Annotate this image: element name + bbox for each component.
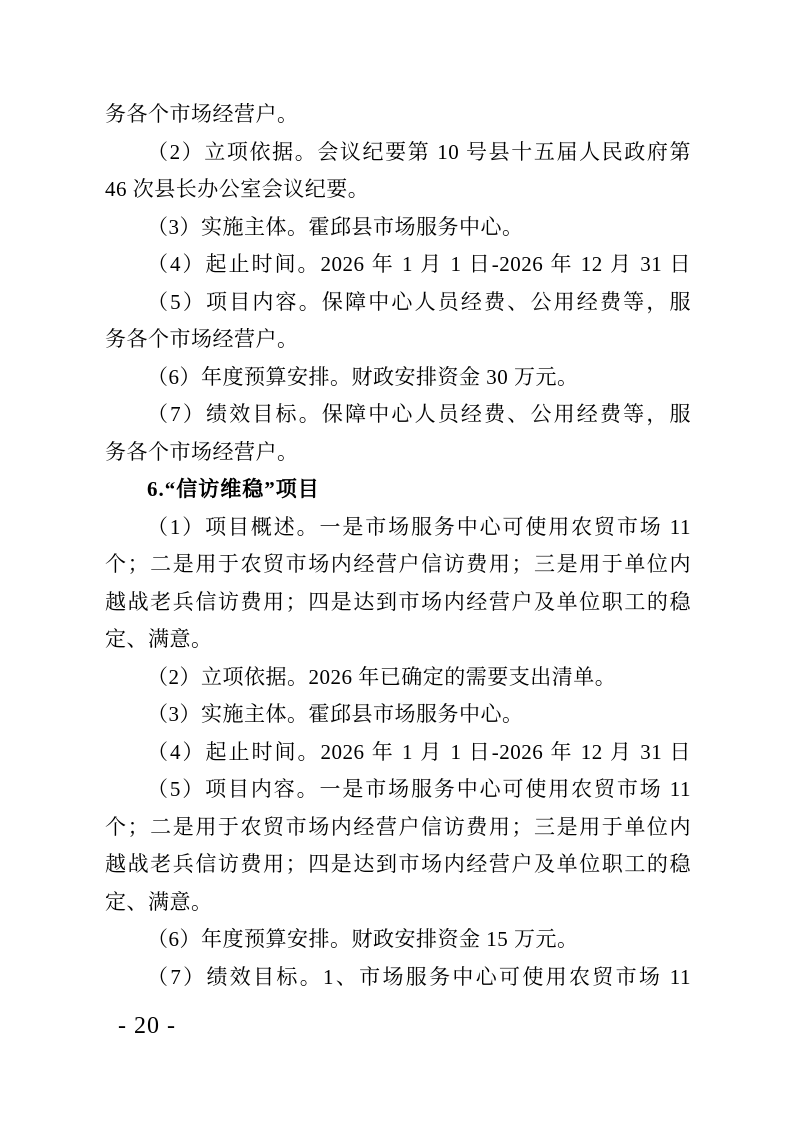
text-line: 务各个市场经营户。 [105,439,299,464]
text-line: 越战老兵信访费用；四是达到市场内经营户及单位职工的稳 [105,589,691,614]
text-line: （6）年度预算安排。财政安排资金 30 万元。 [147,364,579,389]
text-line: 务各个市场经营户。 [105,102,299,126]
text-line: （4）起止时间。2026 年 1 月 1 日-2026 年 12 月 31 日 [147,252,691,276]
text-line: 个；二是用于农贸市场内经营户信访费用；三是用于单位内 [105,814,691,839]
text-line: （2）立项依据。2026 年已确定的需要支出清单。 [147,664,617,689]
text-line: （3）实施主体。霍邱县市场服务中心。 [147,702,524,726]
text-line: （2）立项依据。会议纪要第 10 号县十五届人民政府第 [147,139,691,164]
text-line: （4）起止时间。2026 年 1 月 1 日-2026 年 12 月 31 日 [147,739,691,764]
text-line: （3）实施主体。霍邱县市场服务中心。 [147,214,524,239]
text-line: 务各个市场经营户。 [105,327,299,351]
text-line: （1）项目概述。一是市场服务中心可使用农贸市场 11 [147,514,691,539]
text-line: （5）项目内容。保障中心人员经费、公用经费等，服 [147,289,691,314]
text-line: 定、满意。 [105,627,213,651]
text-line: 46 次县长办公室会议纪要。 [105,177,370,201]
text-line: 定、满意。 [105,889,213,914]
text-line: 越战老兵信访费用；四是达到市场内经营户及单位职工的稳 [105,852,691,876]
text-line: （6）年度预算安排。财政安排资金 15 万元。 [147,927,579,951]
document-body [105,96,691,996]
text-line: 个；二是用于农贸市场内经营户信访费用；三是用于单位内 [105,552,691,576]
text-line: （7）绩效目标。1、市场服务中心可使用农贸市场 11 [147,964,691,989]
text-line: （5）项目内容。一是市场服务中心可使用农贸市场 11 [147,777,691,801]
text-line: （7）绩效目标。保障中心人员经费、公用经费等，服 [147,402,691,426]
section-heading: 6.“信访维稳”项目 [147,477,320,501]
page-number-footer: - 20 - [118,1013,176,1039]
